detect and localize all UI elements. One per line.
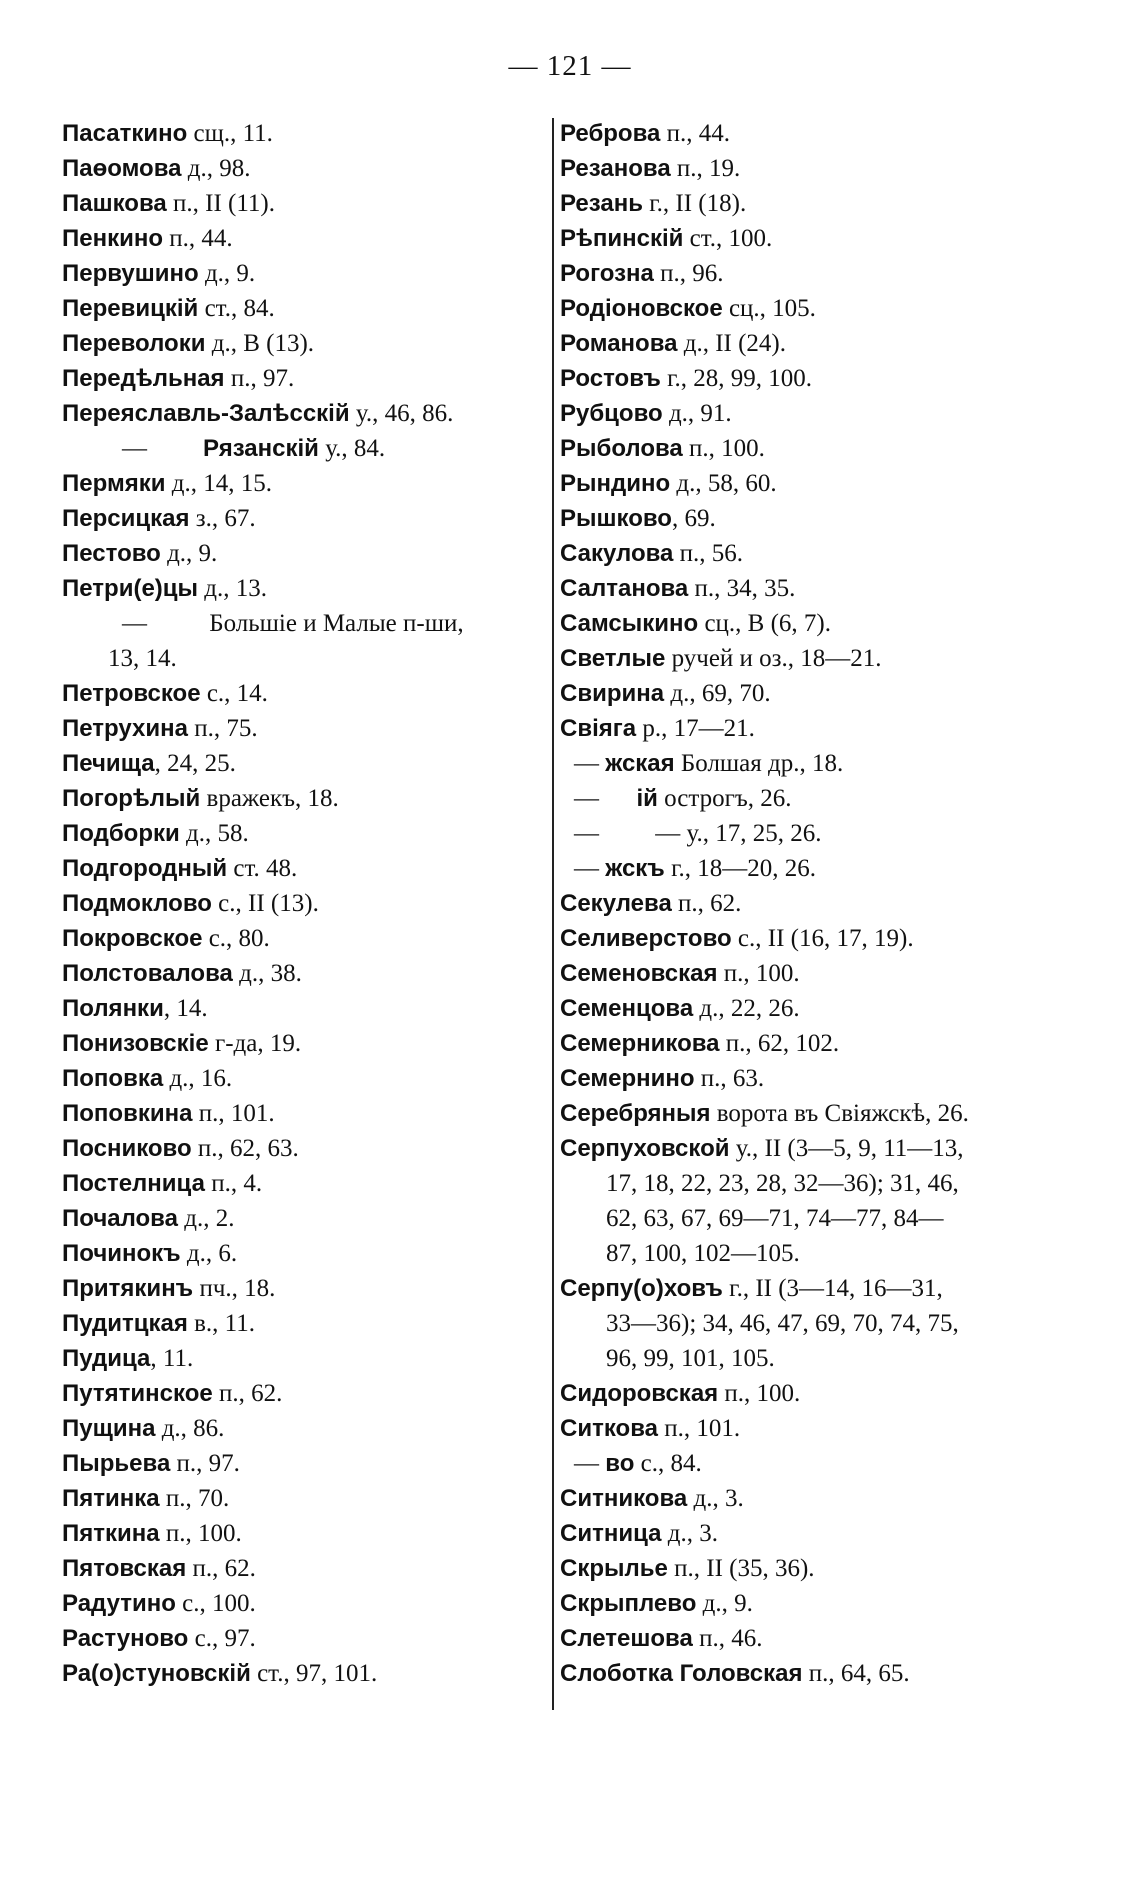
index-entry	[62, 1551, 542, 1586]
entry-name: Сакулова	[560, 540, 674, 567]
entry-name: Ситница	[560, 1520, 662, 1547]
entry-name: Петрухина	[62, 715, 188, 742]
entry-name: Пущина	[62, 1415, 156, 1442]
entry-name: Семерникова	[560, 1030, 720, 1057]
index-entry	[62, 361, 542, 396]
entry-references: сщ., 11.	[187, 120, 273, 147]
entry-references: 62, 63, 67, 69—71, 74—77, 84—	[606, 1205, 944, 1232]
entry-name: Пырьева	[62, 1450, 171, 1477]
entry-name: Растуново	[62, 1625, 189, 1652]
index-entry	[62, 1271, 542, 1306]
index-entry	[560, 291, 1060, 326]
index-entry	[560, 1096, 1060, 1131]
entry-name: Петри(е)цы	[62, 575, 199, 602]
entry-references: п., 63.	[694, 1065, 765, 1092]
entry-references: п., II (35, 36).	[667, 1555, 815, 1582]
entry-references: сц., 105.	[722, 295, 816, 322]
entry-references: у., 46, 86.	[349, 400, 454, 427]
entry-name: Серпуховской	[560, 1135, 730, 1162]
index-entry	[560, 1271, 1060, 1306]
index-column-left	[62, 116, 542, 1691]
index-entry	[560, 1026, 1060, 1061]
entry-name: Семенцова	[560, 995, 694, 1022]
entry-name: Скрылье	[560, 1555, 668, 1582]
entry-name: Подборки	[62, 820, 180, 847]
entry-name: Персицкая	[62, 505, 190, 532]
index-entry	[62, 1131, 542, 1166]
index-entry	[560, 1586, 1060, 1621]
index-entry	[62, 116, 542, 151]
index-entry	[560, 326, 1060, 361]
entry-references: у., 84.	[318, 435, 386, 462]
index-entry	[560, 711, 1060, 746]
entry-name: Паөомова	[62, 155, 182, 182]
entry-references: п., 100.	[718, 1380, 801, 1407]
index-entry	[560, 151, 1060, 186]
entry-references: с., 97.	[188, 1625, 256, 1652]
entry-name: Салтанова	[560, 575, 689, 602]
entry-references: п., 62, 63.	[191, 1135, 299, 1162]
entry-name: Ростовъ	[560, 365, 661, 392]
column-divider	[552, 118, 554, 1710]
index-entry	[560, 1411, 1060, 1446]
entry-references: д., 14, 15.	[165, 470, 272, 497]
index-entry	[560, 1306, 1060, 1341]
entry-references: п., 101.	[657, 1415, 741, 1442]
entry-name: Родіоновское	[560, 295, 723, 322]
index-entry	[560, 431, 1060, 466]
index-entry	[62, 221, 542, 256]
entry-name: Серпу(о)ховъ	[560, 1275, 723, 1302]
index-entry	[62, 151, 542, 186]
entry-name: Починокъ	[62, 1240, 181, 1267]
entry-name: Радутино	[62, 1590, 176, 1617]
entry-references: с., II (13).	[211, 890, 319, 917]
entry-references: д., 38.	[232, 960, 302, 987]
index-entry	[62, 326, 542, 361]
index-entry	[62, 816, 542, 851]
ditto-dash: —	[574, 785, 637, 812]
entry-name: Пашкова	[62, 190, 167, 217]
index-entry	[560, 1341, 1060, 1376]
entry-name: Понизовскіе	[62, 1030, 209, 1057]
index-entry	[62, 256, 542, 291]
entry-name: Печища	[62, 750, 155, 777]
entry-name: Пенкино	[62, 225, 164, 252]
index-entry	[62, 641, 542, 676]
index-entry	[62, 676, 542, 711]
entry-references: 96, 99, 101, 105.	[606, 1345, 775, 1372]
entry-references: 33—36); 34, 46, 47, 69, 70, 74, 75,	[606, 1310, 959, 1337]
entry-name: Сидоровская	[560, 1380, 719, 1407]
page-number: — 121 —	[508, 50, 632, 82]
index-entry	[560, 1166, 1060, 1201]
entry-name: Пудитцкая	[62, 1310, 188, 1337]
index-column-right	[560, 116, 1060, 1691]
entry-references: д., 58, 60.	[670, 470, 777, 497]
index-entry	[560, 1621, 1060, 1656]
entry-name: Путятинское	[62, 1380, 213, 1407]
entry-name: Пятинка	[62, 1485, 160, 1512]
entry-name: Почалова	[62, 1205, 178, 1232]
index-entry	[62, 1236, 542, 1271]
index-entry	[62, 1411, 542, 1446]
entry-name: Рыболова	[560, 435, 683, 462]
entry-references: у., II (3—5, 9, 11—13,	[729, 1135, 964, 1162]
entry-references: п., II (11).	[166, 190, 276, 217]
entry-references: , 69.	[671, 505, 716, 532]
entry-name: Романова	[560, 330, 678, 357]
index-entry	[560, 1551, 1060, 1586]
entry-references: , 24, 25.	[154, 750, 236, 777]
entry-references: ст. 48.	[227, 855, 298, 882]
index-entry	[560, 886, 1060, 921]
index-entry	[62, 921, 542, 956]
index-entry	[560, 536, 1060, 571]
index-entry	[62, 991, 542, 1026]
entry-references: , 11.	[150, 1345, 194, 1372]
entry-name: Рышково	[560, 505, 672, 532]
entry-references: ворота въ Свіяжскѣ, 26.	[710, 1100, 969, 1127]
entry-name: Пестово	[62, 540, 161, 567]
index-entry	[560, 1446, 1060, 1481]
index-entry	[62, 1586, 542, 1621]
ditto-dash: —	[122, 435, 147, 462]
index-entry	[560, 501, 1060, 536]
index-entry	[62, 606, 542, 641]
index-entry	[62, 501, 542, 536]
entry-references: 17, 18, 22, 23, 28, 32—36); 31, 46,	[606, 1170, 959, 1197]
index-entry	[62, 571, 542, 606]
entry-references: Большіе и Малые п-ши,	[203, 610, 464, 637]
entry-name: Рязанскій	[203, 435, 319, 462]
entry-references: д., В (13).	[205, 330, 315, 357]
entry-name: Первушино	[62, 260, 199, 287]
entry-name: Ситникова	[560, 1485, 688, 1512]
entry-name: Петровское	[62, 680, 201, 707]
entry-name: во	[605, 1450, 635, 1477]
entry-references: д., 2.	[177, 1205, 235, 1232]
entry-references: д., 98.	[181, 155, 251, 182]
entry-references: г., 28, 99, 100.	[660, 365, 813, 392]
index-entry	[62, 536, 542, 571]
index-entry	[560, 1656, 1060, 1691]
index-entry	[62, 956, 542, 991]
entry-references: п., 4.	[204, 1170, 263, 1197]
index-entry	[560, 921, 1060, 956]
index-entry	[560, 221, 1060, 256]
entry-references: п., 19.	[670, 155, 741, 182]
entry-name: Пасаткино	[62, 120, 188, 147]
index-entry	[62, 1656, 542, 1691]
index-entry	[62, 291, 542, 326]
entry-references: п., 34, 35.	[688, 575, 796, 602]
index-entry	[560, 606, 1060, 641]
index-entry	[62, 781, 542, 816]
entry-references: пч., 18.	[193, 1275, 276, 1302]
entry-name: Слоботка Головская	[560, 1660, 803, 1687]
entry-references: п., 101.	[192, 1100, 275, 1127]
entry-name: Постелница	[62, 1170, 205, 1197]
index-entry	[62, 711, 542, 746]
entry-name: Ра(о)стуновскій	[62, 1660, 251, 1687]
entry-name: Рѣпинскій	[560, 225, 684, 252]
entry-name: Подмоклово	[62, 890, 212, 917]
index-entry	[62, 886, 542, 921]
entry-name: жская	[605, 750, 675, 777]
entry-references: ст., 100.	[683, 225, 773, 252]
entry-references: г., II (18).	[642, 190, 747, 217]
entry-name: Резанова	[560, 155, 671, 182]
index-entry	[560, 571, 1060, 606]
entry-references: Болшая др., 18.	[674, 750, 844, 777]
entry-references: с., 14.	[200, 680, 268, 707]
entry-name: Полянки	[62, 995, 164, 1022]
entry-references: д., 69, 70.	[664, 680, 771, 707]
ditto-dash: —	[574, 855, 606, 882]
entry-references: г., 18—20, 26.	[664, 855, 816, 882]
entry-references: у., 17, 25, 26.	[680, 820, 822, 847]
ditto-dash: —	[574, 750, 606, 777]
index-entry	[560, 1131, 1060, 1166]
entry-references: п., 64, 65.	[802, 1660, 910, 1687]
ditto-dash: —	[574, 1450, 606, 1477]
entry-references: 87, 100, 102—105.	[606, 1240, 800, 1267]
index-entry	[560, 396, 1060, 431]
entry-references: д., 9.	[160, 540, 218, 567]
index-entry	[560, 781, 1060, 816]
entry-references: с., 80.	[202, 925, 270, 952]
index-entry	[62, 431, 542, 466]
entry-references: д., 9.	[198, 260, 256, 287]
entry-name: Самсыкино	[560, 610, 699, 637]
entry-name: Свіяга	[560, 715, 637, 742]
index-entry	[560, 816, 1060, 851]
entry-name: Ситкова	[560, 1415, 658, 1442]
entry-name: Рындино	[560, 470, 671, 497]
entry-name: Пудица	[62, 1345, 151, 1372]
entry-name: Рогозна	[560, 260, 654, 287]
entry-references: сц., В (6, 7).	[698, 610, 831, 637]
entry-name: Пятовская	[62, 1555, 187, 1582]
entry-name: Погорѣлый	[62, 785, 201, 812]
entry-name: Покровское	[62, 925, 203, 952]
entry-references: п., 46.	[692, 1625, 763, 1652]
index-entry	[62, 1516, 542, 1551]
index-entry	[560, 1061, 1060, 1096]
entry-references: с., II (16, 17, 19).	[731, 925, 914, 952]
index-entry	[62, 1201, 542, 1236]
entry-name: Свирина	[560, 680, 665, 707]
entry-name: Перевицкій	[62, 295, 199, 322]
entry-name: Скрыплево	[560, 1590, 697, 1617]
entry-references: , 14.	[163, 995, 208, 1022]
entry-name: Слетешова	[560, 1625, 693, 1652]
entry-references: вражекъ, 18.	[200, 785, 339, 812]
index-entry	[62, 746, 542, 781]
entry-references: г., II (3—14, 16—31,	[722, 1275, 943, 1302]
entry-references: п., 44.	[163, 225, 233, 252]
ditto-dash: —	[122, 610, 147, 637]
index-entry	[560, 361, 1060, 396]
entry-name: ій	[636, 785, 658, 812]
index-entry	[560, 1516, 1060, 1551]
entry-references: д., 22, 26.	[693, 995, 800, 1022]
entry-references: в., 11.	[187, 1310, 255, 1337]
entry-name: Секулева	[560, 890, 672, 917]
entry-references: п., 96.	[653, 260, 724, 287]
entry-name: Реброва	[560, 120, 661, 147]
entry-name: Пермяки	[62, 470, 166, 497]
entry-references: п., 97.	[224, 365, 295, 392]
entry-references: п., 62.	[671, 890, 742, 917]
index-entry	[560, 991, 1060, 1026]
entry-references: п., 100.	[159, 1520, 242, 1547]
entry-name: Притякинъ	[62, 1275, 194, 1302]
index-entry	[62, 1096, 542, 1131]
entry-name: Рубцово	[560, 400, 663, 427]
index-entry	[62, 1341, 542, 1376]
entry-references: д., 3.	[661, 1520, 718, 1547]
entry-name: Резань	[560, 190, 643, 217]
index-entry	[560, 256, 1060, 291]
entry-references: р., 17—21.	[636, 715, 755, 742]
index-entry	[62, 1376, 542, 1411]
entry-name: Селиверстово	[560, 925, 732, 952]
entry-references: д., 9.	[696, 1590, 753, 1617]
index-entry	[62, 1446, 542, 1481]
entry-references: з., 67.	[189, 505, 256, 532]
entry-references: п., 97.	[170, 1450, 240, 1477]
entry-references: с., 84.	[634, 1450, 702, 1477]
entry-references: острогъ, 26.	[657, 785, 792, 812]
entry-name: Переяславль-Залѣсскій	[62, 400, 350, 427]
entry-name: Серебряныя	[560, 1100, 711, 1127]
index-entry	[560, 186, 1060, 221]
ditto-dash: — —	[574, 820, 681, 847]
entry-name: Посниково	[62, 1135, 192, 1162]
index-entry	[560, 1236, 1060, 1271]
entry-references: д., 58.	[179, 820, 249, 847]
index-entry	[560, 116, 1060, 151]
index-entry	[62, 1166, 542, 1201]
entry-references: п., 62, 102.	[719, 1030, 840, 1057]
entry-references: ручей и оз., 18—21.	[665, 645, 882, 672]
entry-references: д., 3.	[687, 1485, 744, 1512]
index-entry	[560, 1376, 1060, 1411]
index-entry	[62, 396, 542, 431]
index-entry	[62, 851, 542, 886]
index-entry	[62, 186, 542, 221]
index-entry	[560, 1201, 1060, 1236]
index-entry	[560, 1481, 1060, 1516]
entry-name: Поповка	[62, 1065, 164, 1092]
index-entry	[62, 1061, 542, 1096]
entry-name: Семернино	[560, 1065, 695, 1092]
entry-name: Светлые	[560, 645, 666, 672]
entry-references: с., 100.	[175, 1590, 256, 1617]
entry-references: п., 75.	[187, 715, 258, 742]
index-entry	[62, 1026, 542, 1061]
entry-references: п., 100.	[717, 960, 800, 987]
index-entry	[62, 1621, 542, 1656]
entry-references: г-да, 19.	[208, 1030, 302, 1057]
entry-references: п., 44.	[660, 120, 731, 147]
index-entry	[560, 466, 1060, 501]
entry-name: Полстовалова	[62, 960, 233, 987]
entry-references: д., II (24).	[677, 330, 787, 357]
index-entry	[560, 746, 1060, 781]
entry-references: п., 62.	[186, 1555, 256, 1582]
entry-references: д., 16.	[163, 1065, 233, 1092]
entry-references: 13, 14.	[108, 645, 177, 672]
entry-name: жскъ	[605, 855, 665, 882]
entry-references: д., 91.	[662, 400, 732, 427]
entry-references: д., 6.	[180, 1240, 238, 1267]
entry-references: п., 62.	[212, 1380, 283, 1407]
index-entry	[560, 851, 1060, 886]
index-entry	[560, 641, 1060, 676]
index-entry	[560, 956, 1060, 991]
index-entry	[560, 676, 1060, 711]
entry-references: п., 70.	[159, 1485, 230, 1512]
entry-name: Пяткина	[62, 1520, 160, 1547]
entry-references: д., 13.	[198, 575, 268, 602]
entry-name: Подгородный	[62, 855, 228, 882]
entry-name: Переволоки	[62, 330, 206, 357]
entry-references: п., 56.	[673, 540, 744, 567]
index-entry	[62, 1481, 542, 1516]
entry-references: ст., 84.	[198, 295, 275, 322]
entry-references: п., 100.	[682, 435, 765, 462]
entry-references: д., 86.	[155, 1415, 225, 1442]
entry-name: Семеновская	[560, 960, 718, 987]
entry-name: Поповкина	[62, 1100, 193, 1127]
index-entry	[62, 466, 542, 501]
entry-name: Передѣльная	[62, 365, 225, 392]
index-entry	[62, 1306, 542, 1341]
entry-references: ст., 97, 101.	[250, 1660, 378, 1687]
